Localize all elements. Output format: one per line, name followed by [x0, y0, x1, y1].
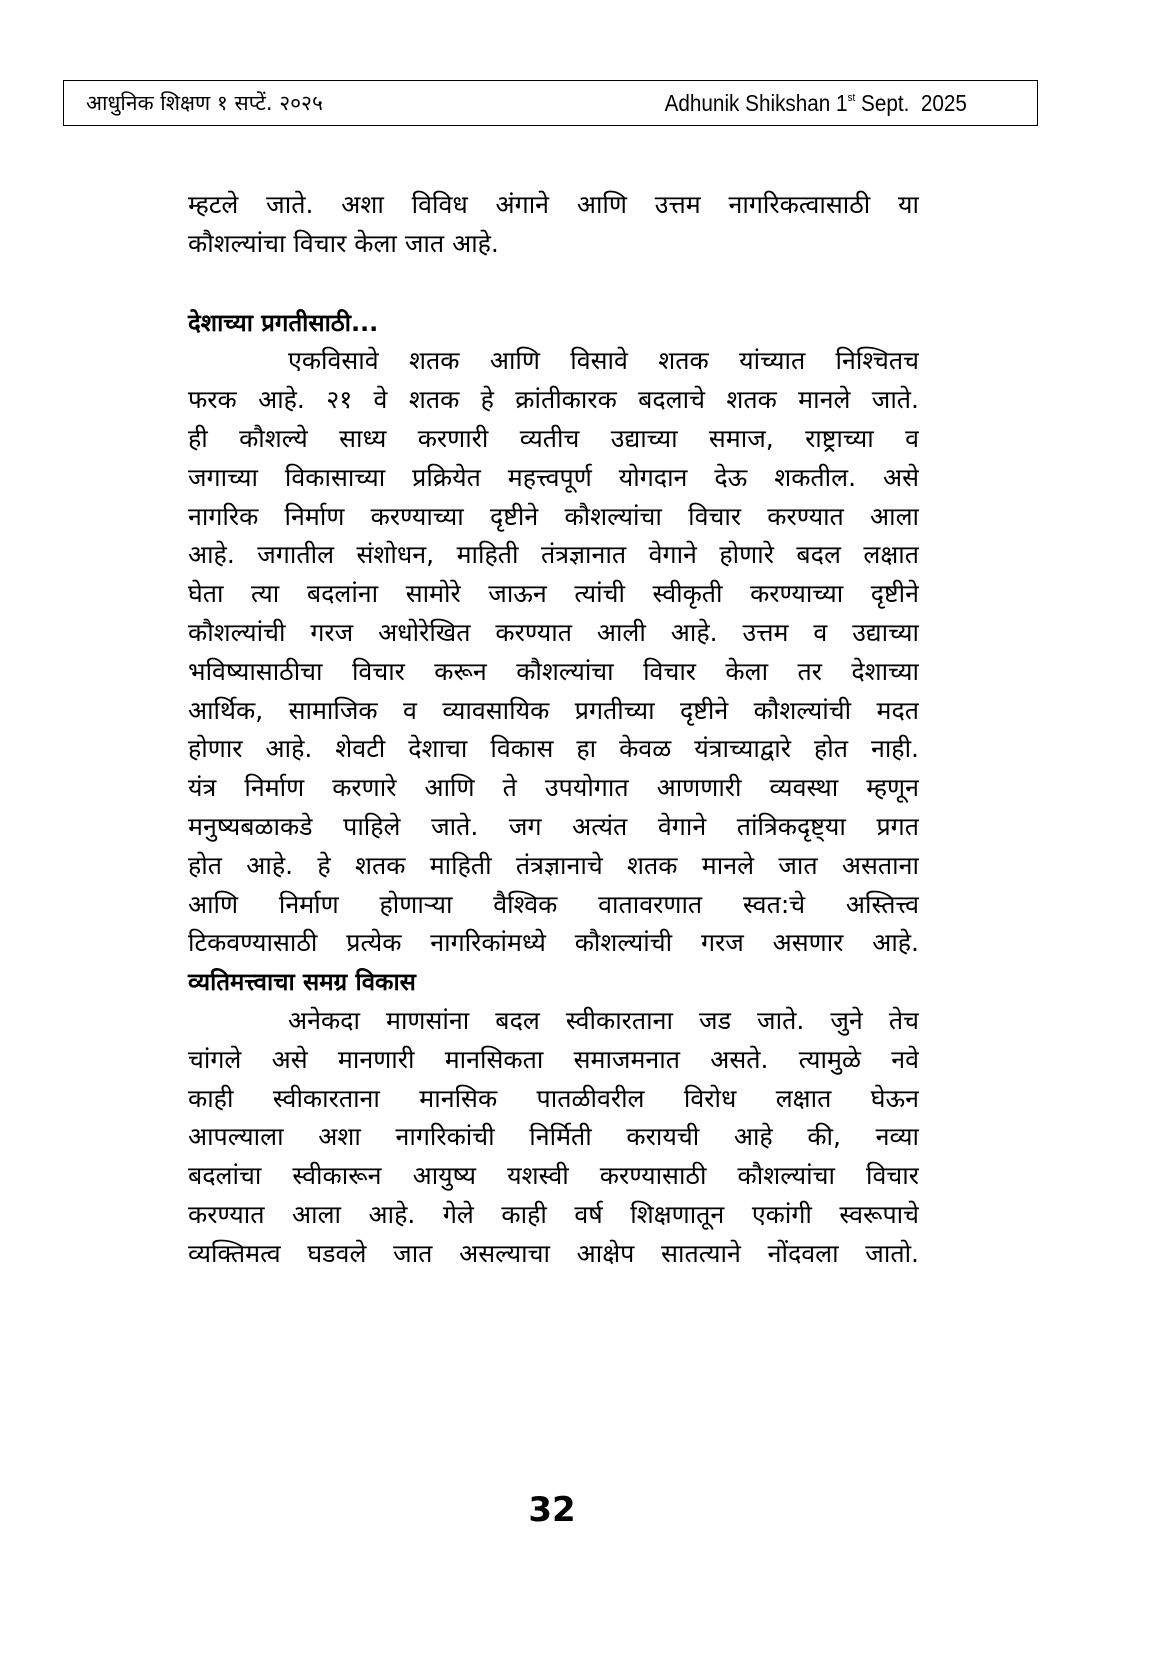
header-title-marathi: आधुनिक शिक्षण १ सप्टें. २०२५	[86, 91, 323, 115]
text-line: बदलांचा स्वीकारून आयुष्य यशस्वी करण्यासाठी कौशल्यांचा विचार	[188, 1161, 919, 1191]
article-body	[188, 186, 919, 1274]
section-heading-national-progress: देशाच्या प्रगतीसाठी...	[188, 308, 379, 337]
text-line: आणि निर्माण होणाऱ्या वैश्विक वातावरणात स्वत:चे अस्तित्त्व	[188, 889, 919, 919]
text-line: करण्यात आला आहे. गेले काही वर्ष शिक्षणातून एकांगी स्वरूपाचे	[188, 1199, 919, 1229]
page-number: 32	[528, 1490, 576, 1530]
header-title-english	[665, 90, 967, 117]
text-line: एकविसावे शतक आणि विसावे शतक यांच्यात निश्चितच	[288, 346, 919, 376]
text-line: व्यक्तिमत्व घडवले जात असल्याचा आक्षेप सातत्याने नोंदवला जातो.	[188, 1238, 919, 1268]
text-line: आहे. जगातील संशोधन, माहिती तंत्रज्ञानात वेगाने होणारे बदल लक्षात	[188, 540, 919, 570]
header-title-english-prefix: Adhunik Shikshan 1	[664, 89, 848, 116]
text-line: चांगले असे मानणारी मानसिकता समाजमनात असते. त्यामुळे नवे	[188, 1044, 919, 1074]
text-line: ही कौशल्ये साध्य करणारी व्यतीच उद्याच्या समाज, राष्ट्राच्या व	[188, 423, 919, 453]
text-line: भविष्यासाठीचा विचार करून कौशल्यांचा विचार केला तर देशाच्या	[188, 656, 919, 686]
section-heading-holistic-development: व्यतिमत्त्वाचा समग्र विकास	[188, 968, 416, 997]
text-line: फरक आहे. २१ वे शतक हे क्रांतीकारक बदलाचे शतक मानले जाते.	[188, 385, 919, 415]
text-line: आपल्याला अशा नागरिकांची निर्मिती करायची आहे की, नव्या	[188, 1122, 919, 1152]
header-title-english-suffix: Sept. 2025	[855, 89, 967, 116]
text-line: घेता त्या बदलांना सामोरे जाऊन त्यांची स्वीकृती करण्याच्या दृष्टीने	[188, 579, 919, 609]
intro-paragraph	[188, 186, 919, 264]
text-line: जगाच्या विकासाच्या प्रक्रियेत महत्त्वपूर्ण योगदान देऊ शकतील. असे	[188, 462, 919, 492]
text-line: यंत्र निर्माण करणारे आणि ते उपयोगात आणणारी व्यवस्था म्हणून	[188, 773, 919, 803]
text-line: कौशल्यांचा विचार केला जात आहे.	[188, 228, 499, 258]
header-title-english-ordinal: st	[847, 91, 856, 104]
text-line: अनेकदा माणसांना बदल स्वीकारताना जड जाते. जुने तेच	[288, 1005, 919, 1035]
text-line: म्हटले जाते. अशा विविध अंगाने आणि उत्तम नागरिकत्वासाठी या	[188, 190, 919, 219]
section-paragraph-national-progress	[188, 342, 919, 963]
text-line: होत आहे. हे शतक माहिती तंत्रज्ञानाचे शतक मानले जात असताना	[188, 850, 919, 880]
text-line: काही स्वीकारताना मानसिक पातळीवरील विरोध लक्षात घेऊन	[188, 1083, 919, 1113]
running-header	[63, 80, 1038, 126]
text-line: मनुष्यबळाकडे पाहिले जाते. जग अत्यंत वेगाने तांत्रिकदृष्ट्या प्रगत	[188, 811, 919, 841]
text-line: होणार आहे. शेवटी देशाचा विकास हा केवळ यंत्राच्याद्वारे होत नाही.	[188, 734, 919, 764]
text-line: नागरिक निर्माण करण्याच्या दृष्टीने कौशल्यांचा विचार करण्यात आला	[188, 501, 919, 531]
text-line: टिकवण्यासाठी प्रत्येक नागरिकांमध्ये कौशल्यांची गरज असणार आहे.	[188, 928, 919, 958]
text-line: आर्थिक, सामाजिक व व्यावसायिक प्रगतीच्या दृष्टीने कौशल्यांची मदत	[188, 695, 919, 725]
section-paragraph-holistic-development	[188, 1002, 919, 1274]
text-line: कौशल्यांची गरज अधोरेखित करण्यात आली आहे. उत्तम व उद्याच्या	[188, 617, 919, 647]
